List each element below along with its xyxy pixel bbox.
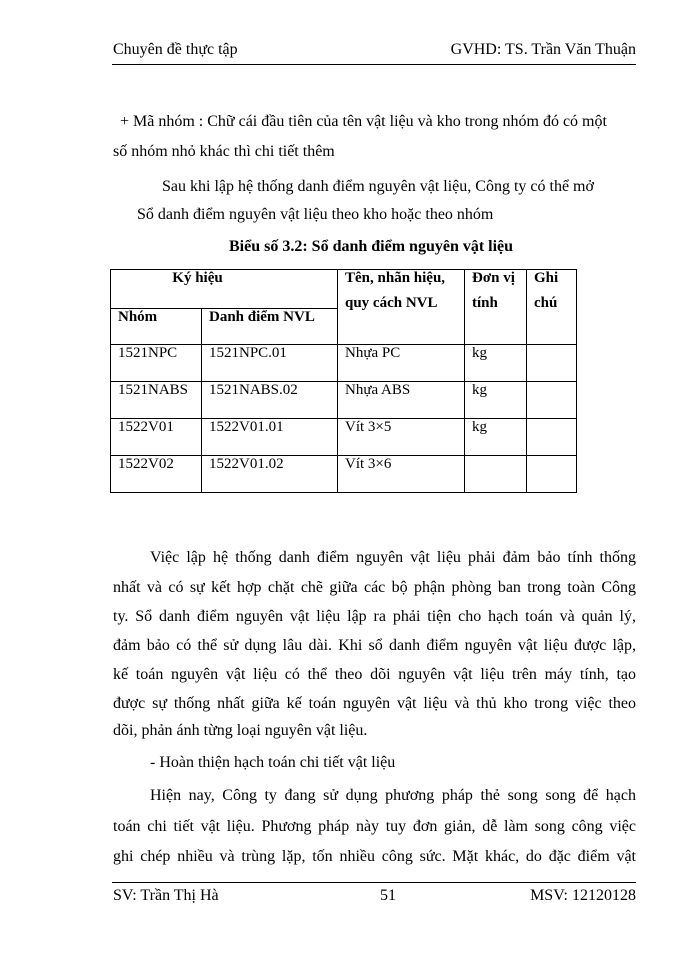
cell-ghi-chu	[527, 382, 577, 419]
table-title: Biểu số 3.2: Sổ danh điểm nguyên vật liệu	[229, 238, 514, 255]
footer-right: MSV: 12120128	[530, 887, 636, 904]
cell-ten: Vít 3×5	[338, 419, 465, 456]
header-ghi-chu-line1: Ghi	[534, 270, 559, 286]
header-right: GVHD: TS. Trần Văn Thuận	[450, 41, 636, 58]
cell-ten: Vít 3×6	[338, 456, 465, 493]
paragraph-1-line-2: nhất và có sự kết hợp chặt chẽ giữa các bộ phận phòng ban trong toàn Công	[113, 579, 636, 596]
footer-left: SV: Trần Thị Hà	[113, 887, 219, 904]
header-ten-line2: quy cách NVL	[345, 295, 438, 311]
paragraph-2-line-1: Hiện nay, Công ty đang sử dụng phương pháp thẻ song song để hạch	[150, 787, 636, 804]
header-nhom: Nhóm	[111, 309, 202, 345]
header-ten-line1: Tên, nhãn hiệu,	[345, 270, 446, 286]
cell-dvt: kg	[465, 345, 527, 382]
cell-dvt: kg	[465, 419, 527, 456]
table-row	[111, 382, 577, 419]
cell-danh-diem: 1522V01.02	[202, 456, 338, 493]
header-ghi-chu	[527, 270, 577, 345]
paragraph-1-line-4: đảm bảo có thể sử dụng lâu dài. Khi sổ danh điểm nguyên vật liệu được lập,	[113, 637, 636, 654]
paragraph-1-line-3: ty. Sổ danh điểm nguyên vật liệu lập ra phải tiện cho hạch toán và quản lý,	[113, 608, 636, 625]
cell-dvt	[465, 456, 527, 493]
paragraph-1-line-6: được sự thống nhất giữa kế toán nguyên vật liệu và thủ kho trong việc theo	[113, 695, 636, 712]
header-don-vi-line2: tính	[472, 295, 498, 311]
cell-ghi-chu	[527, 419, 577, 456]
header-ghi-chu-line2: chú	[534, 295, 558, 311]
page-number: 51	[380, 887, 396, 904]
cell-ten: Nhựa PC	[338, 345, 465, 382]
paragraph-1-line-5: kế toán nguyên vật liệu có thể theo dõi nguyên vật liệu trên máy tính, tạo	[113, 666, 636, 683]
header-don-vi	[465, 270, 527, 345]
table-header-row	[111, 270, 577, 309]
header-rule	[112, 64, 636, 65]
paragraph-1-line-7: dõi, phản ánh từng loại nguyên vật liệu.	[113, 722, 368, 739]
cell-danh-diem: 1521NPC.01	[202, 345, 338, 382]
cell-nhom: 1522V01	[111, 419, 202, 456]
header-ky-hieu: Ký hiệu	[111, 270, 338, 309]
bullet-heading: - Hoàn thiện hạch toán chi tiết vật liệu	[150, 754, 396, 771]
paragraph-2-line-2: toán chi tiết vật liệu. Phương pháp này tuy đơn giản, dễ làm song công việc	[113, 818, 636, 835]
cell-danh-diem: 1521NABS.02	[202, 382, 338, 419]
intro-line-1: + Mã nhóm : Chữ cái đầu tiên của tên vật liệu và kho trong nhóm đó có một	[120, 113, 607, 130]
table-row	[111, 345, 577, 382]
intro-line-2: số nhóm nhỏ khác thì chi tiết thêm	[113, 143, 335, 160]
cell-nhom: 1521NPC	[111, 345, 202, 382]
cell-nhom: 1522V02	[111, 456, 202, 493]
header-ten	[338, 270, 465, 345]
cell-ghi-chu	[527, 456, 577, 493]
cell-ten: Nhựa ABS	[338, 382, 465, 419]
header-danh-diem: Danh điểm NVL	[202, 309, 338, 345]
intro-line-4: Sổ danh điểm nguyên vật liệu theo kho hoặc theo nhóm	[137, 206, 494, 223]
paragraph-2-line-3: ghi chép nhiều và trùng lặp, tốn nhiều công sức. Mặt khác, do đặc điểm vật	[113, 848, 636, 865]
nvl-catalog-table	[110, 269, 577, 493]
cell-danh-diem: 1522V01.01	[202, 419, 338, 456]
cell-ghi-chu	[527, 345, 577, 382]
footer-rule	[112, 882, 636, 883]
table-row	[111, 419, 577, 456]
header-don-vi-line1: Đơn vị	[472, 270, 515, 286]
header-left: Chuyên đề thực tập	[113, 41, 238, 58]
table-row	[111, 456, 577, 493]
cell-nhom: 1521NABS	[111, 382, 202, 419]
cell-dvt: kg	[465, 382, 527, 419]
paragraph-1-line-1: Việc lập hệ thống danh điểm nguyên vật liệu phải đảm bảo tính thống	[150, 549, 636, 566]
intro-line-3: Sau khi lập hệ thống danh điểm nguyên vật liệu, Công ty có thể mở	[162, 178, 594, 195]
